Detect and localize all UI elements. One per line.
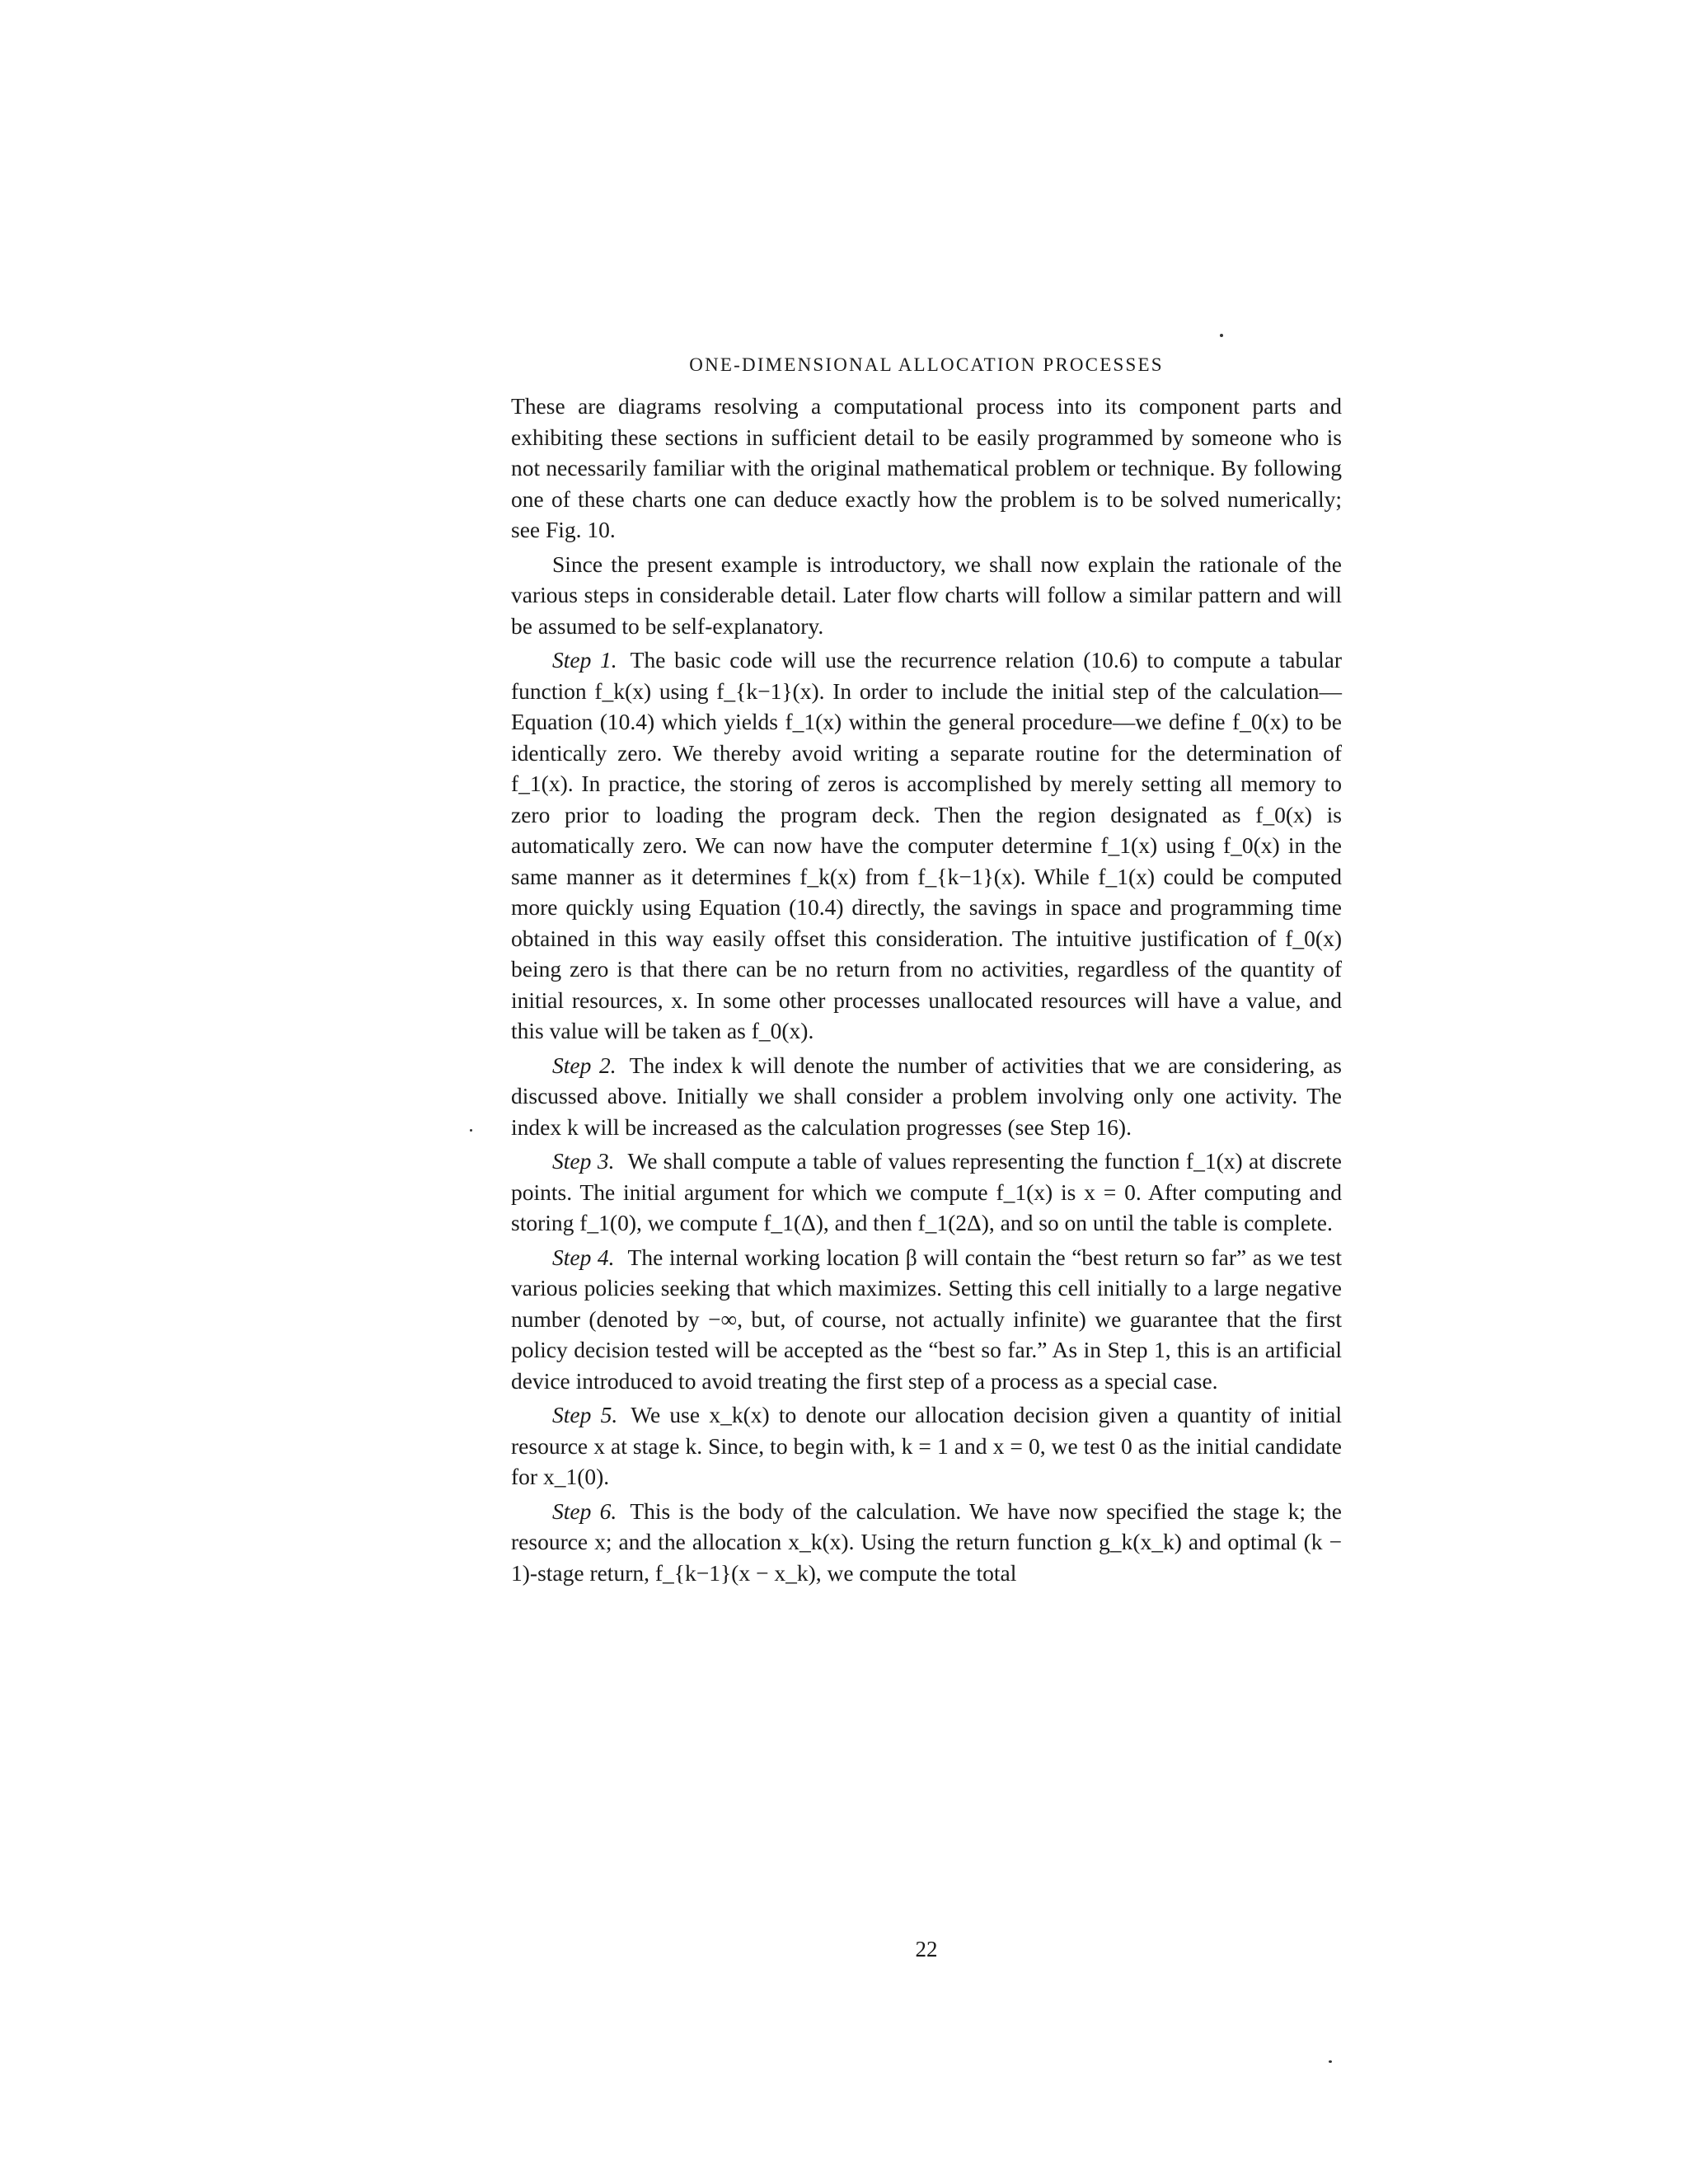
step-label: Step 6. xyxy=(552,1497,617,1524)
paragraph-intro xyxy=(511,391,1342,546)
page-number: 22 xyxy=(915,1937,938,1961)
step-label: Step 2. xyxy=(552,1052,617,1078)
scan-speck xyxy=(1329,2060,1332,2063)
paragraph-text: These are diagrams resolving a computational process into its component parts and exhibiting these sections in sufficient detail to be easily programmed by someone who is not necessarily familiar with the original mathematical problem or technique. By following one of these charts one can deduce exactly how the problem is to be solved numerically; see Fig. 10. xyxy=(511,393,1342,542)
paragraph-step-3 xyxy=(511,1146,1342,1239)
paragraph-step-6 xyxy=(511,1496,1342,1589)
paragraph-step-2 xyxy=(511,1050,1342,1143)
running-head: ONE-DIMENSIONAL ALLOCATION PROCESSES xyxy=(689,354,1164,375)
paragraph-rationale xyxy=(511,549,1342,642)
paragraph-text: Since the present example is introductory, we shall now explain the rationale of the various steps in considerable detail. Later flow charts will follow a similar pattern and will be assumed to be self-explanatory. xyxy=(511,551,1342,639)
scan-speck xyxy=(1220,334,1223,337)
step-label: Step 5. xyxy=(552,1402,618,1427)
paragraph-text: The basic code will use the recurrence relation (10.6) to compute a tabular function f_k(x) using f_{k−1}(x). In order to include the initial step of the calculation—Equation (10.4) which yields f_1(x) within the general procedure—we define f_0(x) to be identically zero. We thereby avoid writing a separate routine for the determination of f_1(x). In practice, the storing of zeros is accomplished by merely setting all memory to zero prior to loading the program deck. Then the region designated as f_0(x) is automatically zero. We can now have the computer determine f_1(x) using f_0(x) in the same manner as it determines f_k(x) from f_{k−1}(x). While f_1(x) could be computed more quickly using Equation (10.4) directly, the savings in space and programming time obtained in this way easily offset this consideration. The intuitive justification of f_0(x) being zero is that there can be no return from no activities, regardless of the quantity of initial resources, x. In some other processes unallocated resources will have a value, and this value will be taken as f_0(x). xyxy=(511,647,1342,1043)
paragraph-text: The internal working location β will contain the “best return so far” as we test various policies seeking that which maximizes. Setting this cell initially to a large negative number (denoted by −∞, but, of course, not actually infinite) we guarantee that the first policy decision tested will be accepted as the “best so far.” As in Step 1, this is an artificial device introduced to avoid treating the first step of a process as a special case. xyxy=(511,1244,1342,1394)
page-body xyxy=(511,354,1342,1591)
paragraph-text: We shall compute a table of values representing the function f_1(x) at discrete points. The initial argument for which we compute f_1(x) is x = 0. After computing and storing f_1(0), we compute f_1(Δ), and then f_1(2Δ), and so on until the table is complete. xyxy=(511,1148,1342,1235)
paragraph-step-4 xyxy=(511,1242,1342,1397)
step-label: Step 1. xyxy=(552,647,617,673)
paragraph-text: We use x_k(x) to denote our allocation decision given a quantity of initial resource x at stage k. Since, to begin with, k = 1 and x = 0, we test 0 as the initial candidate for x_1(0). xyxy=(511,1402,1342,1489)
scan-speck xyxy=(470,1129,472,1132)
step-label: Step 4. xyxy=(552,1244,615,1270)
paragraph-text: This is the body of the calculation. We have now specified the stage k; the resource x; and the allocation x_k(x). Using the return function g_k(x_k) and optimal (k − 1)-stage return, f_{k−1}(x − x_k), we compute the total xyxy=(511,1497,1342,1586)
paragraph-step-1 xyxy=(511,644,1342,1047)
step-label: Step 3. xyxy=(552,1148,615,1174)
paragraph-step-5 xyxy=(511,1399,1342,1493)
paragraph-text: The index k will denote the number of activities that we are considering, as discussed above. Initially we shall consider a problem involving only one activity. The index k will be increased as the calculation progresses (see Step 16). xyxy=(511,1052,1342,1140)
